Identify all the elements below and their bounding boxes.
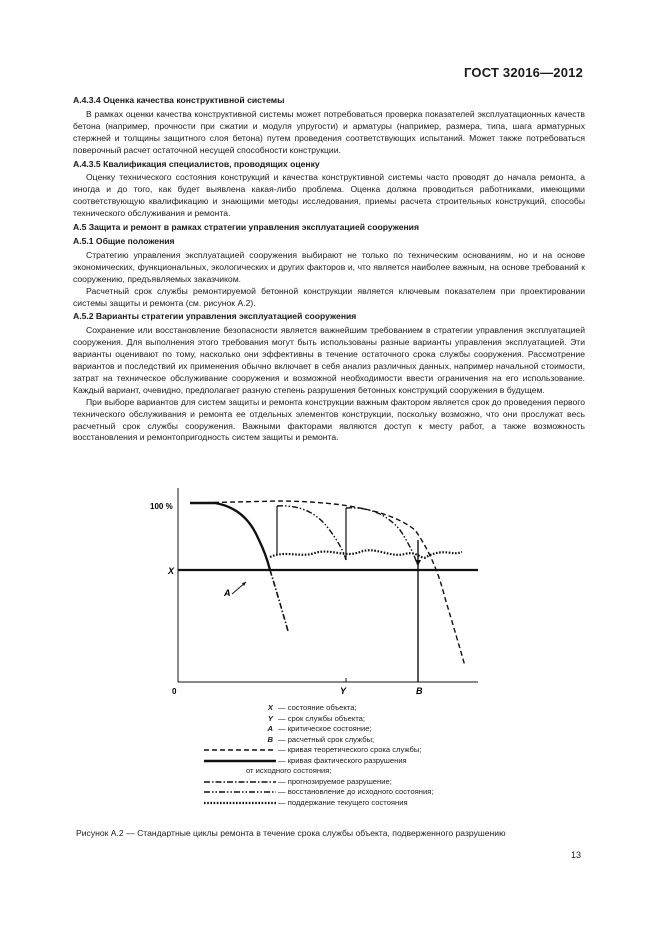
predicted-deterioration-curve [270, 570, 288, 631]
legend-line-sample [204, 757, 276, 765]
legend-line-sample [204, 788, 276, 796]
label-b: B [416, 686, 423, 696]
legend-sample [160, 777, 278, 787]
maintenance-curve [270, 550, 462, 557]
legend-item [160, 735, 460, 746]
legend-sample [160, 735, 278, 745]
paragraph: Стратегию управления эксплуатацией сооружения выбирают не только по техническим основаниям, но и на основе экономических, функциональных, экологических и других факторов и, что является наиболее важным, на основе требований к сооружению, предъявляемых заказчиком. [73, 249, 585, 284]
paragraph: При выборе вариантов для систем защиты и ремонта конструкции важным фактором является срок до проведения первого технического обслуживания и ремонта ее отдельных элементов конструкции, поскольку возможно, что они прослужат весь расчетный срок службы сооружения. Важными факторами являются доступ к месту работ, а также возможность восстановления и ремонтопригодность систем защиты и ремонта. [73, 396, 585, 443]
legend-item [160, 703, 460, 714]
section-heading: А.4.3.4 Оценка качества конструктивной системы [73, 95, 285, 105]
legend-item [160, 745, 460, 756]
paragraph: Расчетный срок службы ремонтируемой бетонной конструкции является ключевым показателем при проектировании системы защиты и ремонта (см. рисунок А.2). [73, 285, 585, 308]
design-life-arrowhead [415, 560, 421, 566]
legend-text: — восстановление до исходного состояния; [278, 787, 434, 796]
document-header: ГОСТ 32016—2012 [464, 65, 583, 80]
legend-sample [160, 703, 278, 713]
legend-sample [160, 756, 278, 766]
legend-item [160, 714, 460, 725]
restoration-curve-1 [277, 506, 346, 560]
legend-item [160, 777, 460, 788]
section-heading: А.5 Защита и ремонт в рамках стратегии управления эксплуатацией сооружения [73, 222, 419, 233]
section-heading: А.5.2 Варианты стратегии управления эксплуатацией сооружения [73, 311, 357, 322]
paragraph: Оценку технического состояния конструкций и качества конструктивной системы часто проводят до начала ремонта, а иногда и до того, как будет выявлена какая-либо проблема. Оценка должна проводиться работниками, имеющими соответствующую квалификацию и знающими методы исследования, приемы расчета строительных конструкций, способы технического обслуживания и ремонта. [73, 172, 585, 219]
legend-line-sample [204, 799, 276, 807]
restoration-curve-2 [346, 508, 418, 566]
label-a: A [224, 588, 231, 598]
legend-item [160, 787, 460, 798]
legend-symbol: B [267, 734, 273, 744]
legend-line-sample [204, 746, 276, 754]
legend-line-sample [204, 778, 276, 786]
legend-sample [160, 787, 278, 797]
paragraph: Сохранение или восстановление безопасности является важнейшим требованием в стратегии управления эксплуатацией сооружения. Для выполнения этого требования могут быть использованы разные варианты управления эксплуатацией. Эти варианты оценивают по тому, насколько они эффективны в течение остаточного срока службы сооружения. Рассмотрение вариантов и последствий их применения обычно включает в себя анализ различных данных, например начальной стоимости, затрат на техническое обслуживание сооружения и возможной необходимости ввести ограничения на его использование. Каждый вариант, очевидно, предполагает разную степень разрушения бетонных конструкций сооружения в будущем. [73, 325, 585, 395]
legend-sample [160, 724, 278, 734]
legend-item [160, 798, 460, 809]
page-number: 13 [571, 850, 582, 860]
repair-cycle-diagram [150, 488, 480, 700]
body-text [73, 93, 585, 444]
figure-legend [160, 703, 460, 808]
legend-symbol: Y [267, 713, 273, 723]
theoretical-life-curve [190, 501, 465, 666]
legend-text: — расчетный срок службы; [278, 734, 375, 744]
figure-caption: Рисунок А.2 — Стандартные циклы ремонта в течение срока службы объекта, подверженного разрушению [76, 828, 506, 838]
legend-sample [160, 745, 278, 755]
legend-text: — критическое состояние; [278, 724, 372, 733]
legend-item [160, 724, 460, 735]
label-y: Y [340, 686, 347, 696]
section-heading: А.5.1 Общие положения [73, 235, 175, 246]
legend-text: — кривая теоретического срока службы; [278, 745, 422, 754]
legend-sample [160, 798, 278, 808]
label-x: X [168, 566, 175, 576]
legend-item [160, 766, 460, 777]
legend-text: от исходного состояния; [246, 766, 332, 775]
section-heading: А.4.3.5 Квалификация специалистов, проводящих оценку [73, 158, 320, 169]
legend-symbol: A [267, 724, 273, 733]
label-origin: 0 [172, 687, 177, 696]
legend-text: — прогнозируемое разрушение; [278, 776, 392, 786]
paragraph: В рамках оценки качества конструктивной системы может потребоваться проверка показателей эксплуатационных качеств бетона (например, прочности при сжатии и модуля упругости) и арматуры (например, размера, типа, шага арматурных стержней и толщины защитного слоя бетона) путем проведения соответствующих испытаний. Может также потребоваться поверочный расчет остаточной несущей способности конструкции. [73, 108, 585, 155]
legend-text: — поддержание текущего состояния [278, 797, 408, 807]
legend-text: — срок службы объекта; [278, 713, 365, 723]
label-100-percent: 100 % [150, 502, 173, 511]
legend-text: — кривая фактического разрушения [278, 755, 407, 765]
actual-deterioration-curve [190, 503, 270, 570]
legend-symbol: X [267, 703, 273, 712]
legend-text: — состояние объекта; [278, 703, 357, 712]
legend-item [160, 756, 460, 767]
legend-sample [160, 714, 278, 724]
